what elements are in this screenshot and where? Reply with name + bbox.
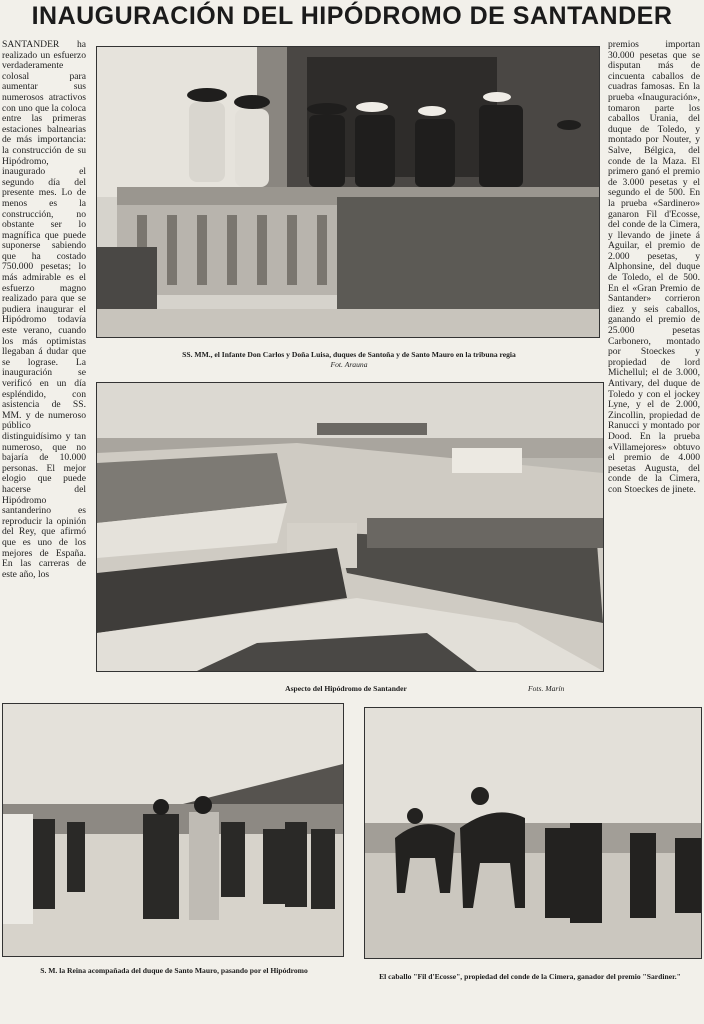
photo-racecourse-aspect xyxy=(96,382,604,672)
photo-winning-horse xyxy=(364,707,702,959)
caption-horse: El caballo "Fil d'Ecosse", propiedad del conde de la Cimera, ganador del premio "Sardiner." xyxy=(379,972,681,981)
caption-racecourse-text: Aspecto del Hipódromo de Santander xyxy=(285,684,407,693)
photo-credit-marin: Fots. Marín xyxy=(528,684,565,693)
photo-royal-tribune xyxy=(96,46,600,338)
article-left-text: SANTANDER ha realizado un esfuerzo verdaderamente colosal para aumentar sus numerosos atractivos con uno que la coloca entre las primeras estaciones balnearias de más importancia: la construcción de su Hipódromo, inaugurado el segundo día del presente mes. Lo de menos es la construcción, no obstante ser lo magnífica que puede suponerse sabiendo que ha costado 750.000 pesetas; lo más admirable es el esfuerzo magno realizado para que se pudiera inaugurar el Hipódromo todavía este verano, cuando los más optimistas llegaban á dudar que se lograse. La inauguración se verificó en un día espléndido, con asistencia de SS. MM. y de numeroso público distinguidísimo y tan numeroso, que no bajaría de 10.000 personas. El mejor elogio que puede hacerse del Hipódromo santanderino es reproducir la opinión del Rey, que afirmó que es uno de los mejores de España. En las carreras de este año, los xyxy=(2,40,86,580)
photo-queen-walking xyxy=(2,703,344,957)
caption-royal-tribune-text: SS. MM., el Infante Don Carlos y Doña Luisa, duques de Santoña y de Santo Mauro en la tribuna regia xyxy=(182,350,516,359)
article-right-column xyxy=(608,40,700,698)
caption-queen: S. M. la Reina acompañada del duque de Santo Mauro, pasando por el Hipódromo xyxy=(40,966,308,975)
article-right-text: premios importan 30.000 pesetas que se disputan más de cincuenta caballos de cuadras famosas. En la prueba «Inauguración», tomaron parte los caballos Urania, del duque de Toledo, y montado por Nouter, y Salve, Bélgica, del conde de la Maza. El primero ganó el premio de 3.000 pesetas y el segundo el de 500. En la prueba «Sardinero» ganaron Fil d'Ecosse, del conde de la Cimera, y llevando de jinete á Aguilar, el premio de 2.000 pesetas, y Alphonsine, del duque de Toledo, el de 500. En el «Gran Premio de Santander» corrieron diez y seis caballos, ganando el premio de 25.000 pesetas Carbonero, montado por Stoeckes y propiedad de lord Michellul; el de 3.000, Antivary, del duque de Toledo y con el jockey Lyne, y el de 2.000, Zincollin, propiedad de Ranucci y montado por Dood. En la prueba «Villamejores» obtuvo el premio de 4.000 pesetas Augusta, del conde de la Cimera, con Stoeckes de jinete. xyxy=(608,40,700,495)
page-title: INAUGURACIÓN DEL HIPÓDROMO DE SANTANDER xyxy=(31,2,673,30)
caption-royal-tribune xyxy=(96,350,602,369)
article-left-column xyxy=(2,40,86,698)
photo-credit-arauna: Fot. Arauna xyxy=(330,359,368,369)
